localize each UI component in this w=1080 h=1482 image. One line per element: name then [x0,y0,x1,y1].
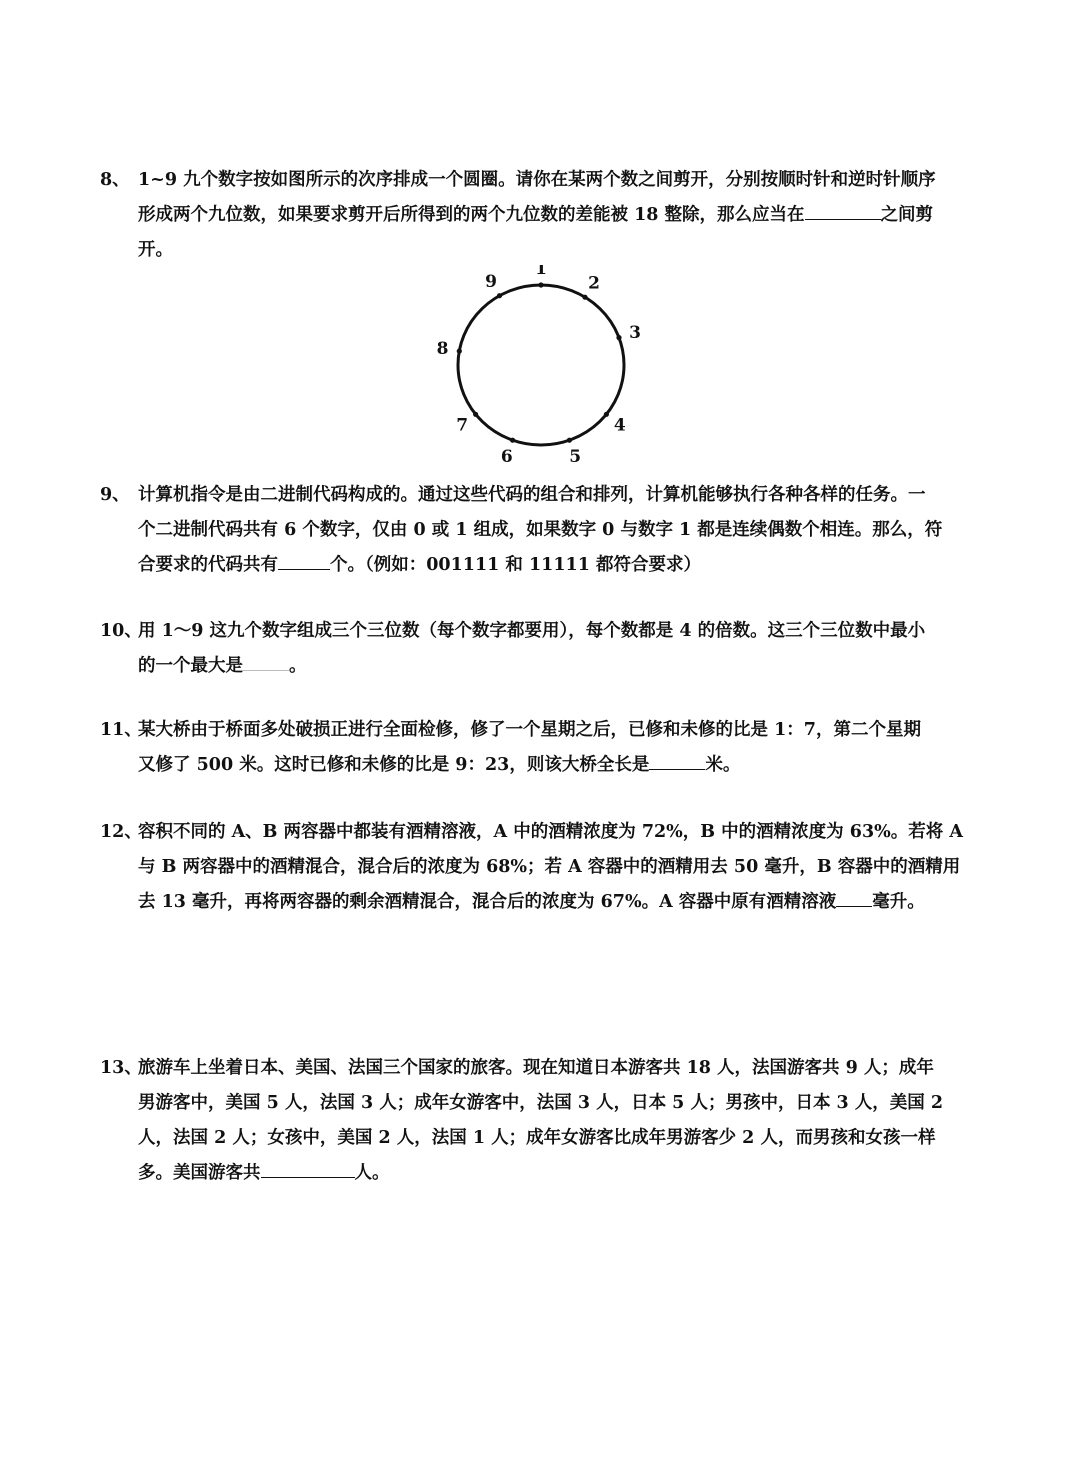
question-9 [100,478,985,583]
question-text: 某大桥由于桥面多处破损正进行全面检修，修了一个星期之后，已修和未修的比是 1：7，第二个星期 又修了 500 米。这时已修和未修的比是 9：23，则该大桥全长是 米。 [138,720,921,775]
question-number: 11、 [100,720,142,740]
circle-label-9: 9 [485,272,497,292]
question-10 [100,614,985,684]
number-circle-figure [430,265,660,470]
circle-point-5 [567,438,572,443]
question-13 [100,1051,985,1191]
circle-label-8: 8 [436,339,449,360]
question-text: 容积不同的 A、B 两容器中都装有酒精溶液，A 中的酒精浓度为 72%，B 中的酒精浓度为 63%。若将 A 与 B 两容器中的酒精混合，混合后的浓度为 68%；若 A 容器中的酒精用去 50 毫升，B 容器中的酒精用 去 13 毫升，再将两容器的剩余酒精混合，混合后的浓度为 67%。A 容器中原有酒精溶液 毫升。 [138,822,963,912]
question-11 [100,713,985,783]
answer-blank[interactable] [278,551,330,570]
circle-point-3 [616,335,621,340]
circle-label-4: 4 [613,415,626,436]
circle-point-8 [457,349,462,354]
circle-outline [458,285,624,445]
question-number: 8、 [100,170,130,190]
question-number: 10、 [100,621,142,641]
circle-diagram [430,265,660,470]
circle-point-7 [473,412,478,417]
answer-blank[interactable] [261,1159,355,1178]
question-8 [100,163,985,268]
circle-label-6: 6 [500,447,513,468]
question-12 [100,815,985,920]
answer-blank[interactable] [243,652,289,671]
question-number: 9、 [100,485,130,505]
question-text: 1~9 九个数字按如图所示的次序排成一个圆圈。请你在某两个数之间剪开，分别按顺时针和逆时针顺序 形成两个九位数，如果要求剪开后所得到的两个九位数的差能被 18 整除，那么应当在 之间剪 开。 [138,170,936,260]
question-number: 13、 [100,1058,142,1078]
circle-label-5: 5 [569,447,582,468]
circle-label-3: 3 [629,322,641,343]
answer-blank[interactable] [649,751,705,770]
question-number: 12、 [100,822,142,842]
circle-label-1: 1 [535,265,547,279]
question-text: 计算机指令是由二进制代码构成的。通过这些代码的组合和排列，计算机能够执行各种各样的任务。一 个二进制代码共有 6 个数字，仅由 0 或 1 组成，如果数字 0 与数字 1 都是连续偶数个相连。那么，符 合要求的代码共有 个。（例如：001111 和 11111 都符合要求） [138,485,943,575]
circle-label-7: 7 [456,415,469,436]
question-text: 旅游车上坐着日本、美国、法国三个国家的旅客。现在知道日本游客共 18 人，法国游客共 9 人；成年 男游客中，美国 5 人，法国 3 人；成年女游客中，法国 3 人，日本 5 人；男孩中，日本 3 人，美国 2 人，法国 2 人；女孩中，美国 2 人，法国 1 人；成年女游客比成年男游客少 2 人，而男孩和女孩一样 多。美国游客共 人。 [138,1058,944,1183]
answer-blank[interactable] [836,888,872,907]
circle-point-6 [510,438,515,443]
circle-point-1 [538,282,543,287]
circle-point-9 [497,293,502,298]
question-text: 用 1～9 这九个数字组成三个三位数（每个数字都要用），每个数都是 4 的倍数。这三个三位数中最小 的一个最大是 。 [138,621,926,676]
answer-blank[interactable] [805,201,881,220]
circle-point-4 [604,412,609,417]
circle-point-2 [582,295,587,300]
circle-label-2: 2 [588,273,600,294]
